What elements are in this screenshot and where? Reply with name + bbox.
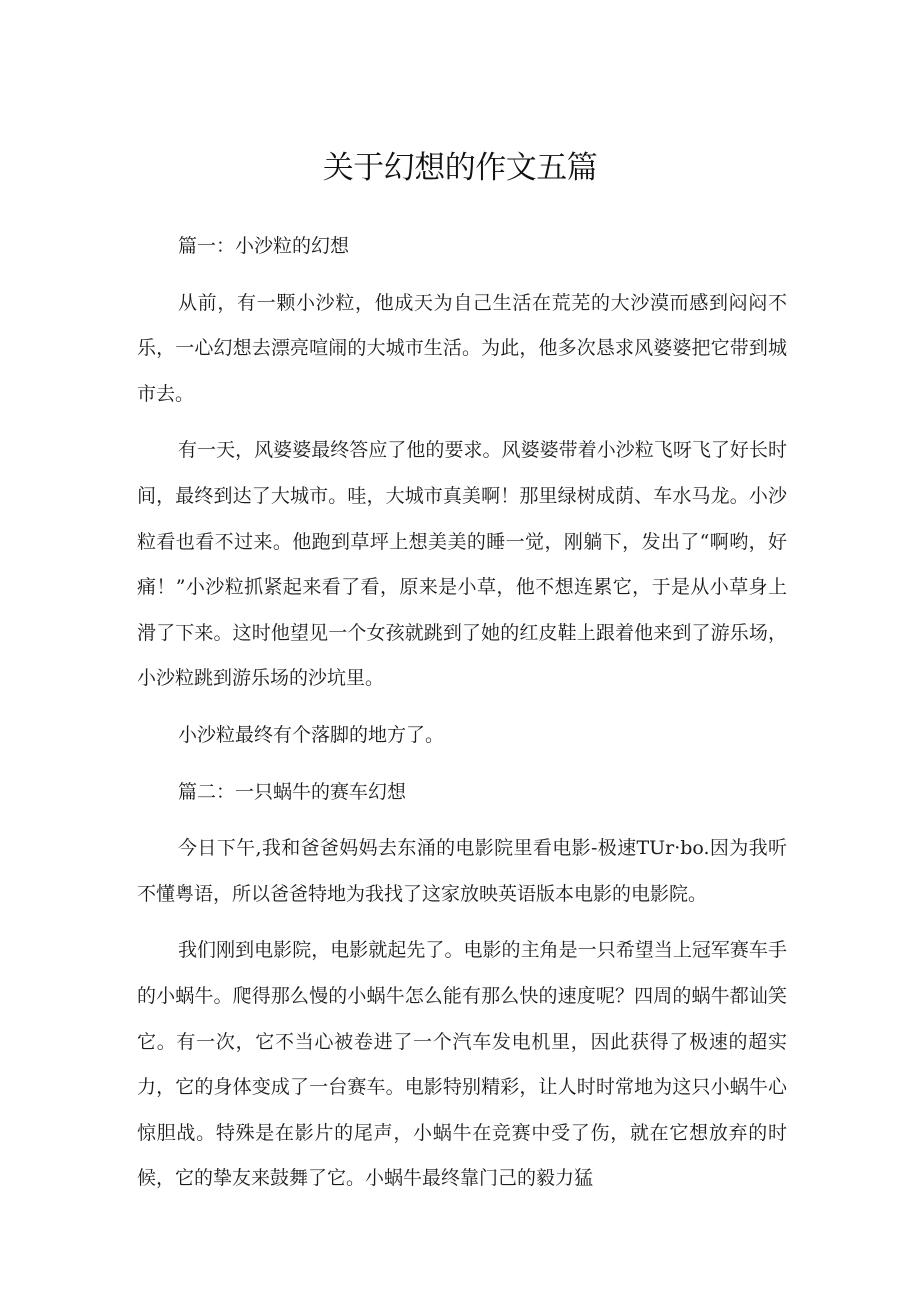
section-heading-1: 篇一：小沙粒的幻想 [178,235,350,257]
paragraph: 今日下午,我和爸爸妈妈去东涌的电影院里看电影-极速TUr·bo.因为我听不懂粤语，所以爸爸特地为我找了这家放映英语版本电影的电影院。 [137,837,787,905]
paragraph: 我们刚到电影院，电影就起先了。电影的主角是一只希望当上冠军赛车手的小蜗牛。爬得那么慢的小蜗牛怎么能有那么快的速度呢？四周的蜗牛都讪笑它。有一次，它不当心被卷进了一个汽车发电机里，因此获得了极速的超实力，它的身体变成了一台赛车。电影特别精彩，让人时时常地为这只小蜗牛心惊胆战。特殊是在影片的尾声，小蜗牛在竞赛中受了伤，就在它想放弃的时候，它的挚友来鼓舞了它。小蜗牛最终靠门己的毅力猛 [137,939,787,1190]
paragraph: 有一天，风婆婆最终答应了他的要求。风婆婆带着小沙粒飞呀飞了好长时间，最终到达了大城市。哇，大城市真美啊！那里绿树成荫、车水马龙。小沙粒看也看不过来。他跑到草坪上想美美的睡一觉，刚躺下，发出了“啊哟，好痛！”小沙粒抓紧起来看了看，原来是小草，他不想连累它，于是从小草身上滑了下来。这时他望见一个女孩就跳到了她的红皮鞋上跟着他来到了游乐场，小沙粒跳到游乐场的沙坑里。 [137,439,787,690]
paragraph: 从前，有一颗小沙粒，他成天为自己生活在荒芜的大沙漠而感到闷闷不乐，一心幻想去漂亮喧闹的大城市生活。为此，他多次恳求风婆婆把它带到城市去。 [137,291,787,405]
document-title: 关于幻想的作文五篇 [322,150,598,186]
paragraph: 小沙粒最终有个落脚的地方了。 [178,723,445,746]
section-heading-2: 篇二：一只蜗牛的赛车幻想 [178,780,407,803]
document-body [137,224,787,1202]
